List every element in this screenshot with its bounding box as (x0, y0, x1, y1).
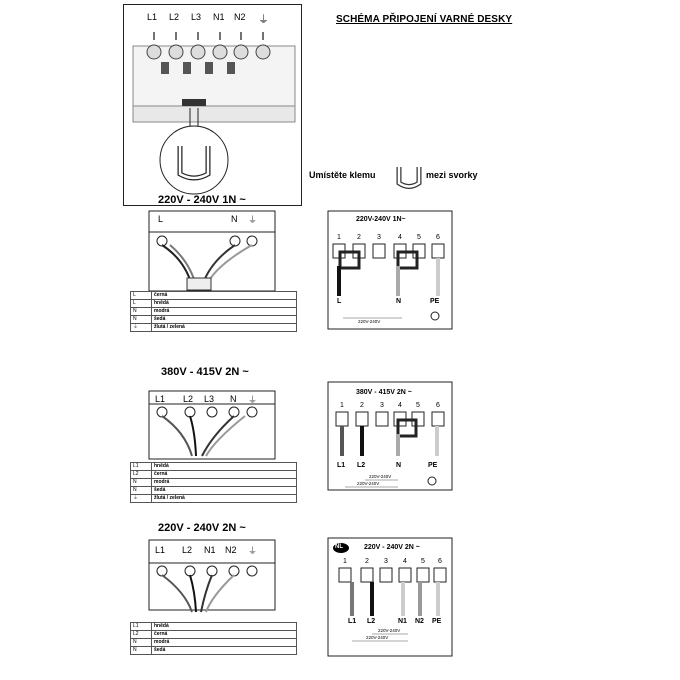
section2-label-l3: L3 (204, 394, 215, 404)
section2-voltage-2: 220V-240V (357, 481, 380, 486)
section3-bottom-l1: L1 (348, 618, 357, 625)
section2-num-1: 1 (340, 402, 344, 409)
nl-badge: NL (335, 544, 343, 550)
table-row: L2 černá (131, 631, 297, 639)
table-row: L1 hnědá (131, 463, 297, 471)
section2-right-header: 380V - 415V 2N ~ (356, 389, 412, 396)
section2-label-n: N (230, 394, 237, 404)
top-label-n1: N1 (213, 12, 225, 22)
section1-num-1: 1 (337, 234, 341, 241)
section1-header: 220V - 240V 1N ~ (158, 194, 246, 206)
section1-bottom-pe: PE (430, 298, 440, 305)
section1-num-3: 3 (377, 234, 381, 241)
section1-label-n: N (231, 214, 238, 224)
section2-num-2: 2 (360, 402, 364, 409)
section3-label-l2: L2 (182, 545, 193, 555)
section1-voltage: 220V-240V (358, 319, 381, 324)
section3-num-3: 3 (384, 558, 388, 565)
table-row: N šedá (131, 647, 297, 655)
section3-voltage-1: 220V-240V (378, 628, 401, 633)
section3-label-l1: L1 (155, 545, 166, 555)
section2-bottom-pe: PE (428, 462, 438, 469)
section3-label-n2: N2 (225, 545, 237, 555)
section2-bottom-l2: L2 (357, 462, 366, 469)
section3-bottom-l2: L2 (367, 618, 376, 625)
section2-num-6: 6 (436, 402, 440, 409)
section2-num-5: 5 (416, 402, 420, 409)
top-label-l1: L1 (147, 12, 158, 22)
top-label-l2: L2 (169, 12, 180, 22)
ground-icon: ⏚ (258, 14, 269, 26)
section3-right-header: 220V - 240V 2N ~ (364, 544, 420, 551)
section1-ground-icon: ⏚ (248, 215, 258, 225)
table-row: L hnědá (131, 300, 297, 308)
section2-num-4: 4 (398, 402, 402, 409)
table-row: N šedá (131, 487, 297, 495)
section3-voltage-2: 220V-240V (366, 635, 389, 640)
section1-num-5: 5 (417, 234, 421, 241)
section1-bottom-n: N (396, 298, 402, 305)
section2-bottom-n: N (396, 462, 402, 469)
section3-header: 220V - 240V 2N ~ (158, 522, 246, 534)
section1-num-4: 4 (398, 234, 402, 241)
section3-num-1: 1 (343, 558, 347, 565)
clamp-note-before: Umístěte klemu (309, 170, 376, 180)
section2-voltage-1: 220V-240V (369, 474, 392, 479)
section2-label-l1: L1 (155, 394, 166, 404)
section3-bottom-n2: N2 (415, 618, 424, 625)
section3-bottom-pe: PE (432, 618, 442, 625)
section2-label-l2: L2 (183, 394, 194, 404)
section1-bottom-l: L (337, 298, 342, 305)
table-row: N modrá (131, 639, 297, 647)
table-row: N šedá (131, 316, 297, 324)
section1-right-header: 220V-240V 1N~ (356, 216, 406, 223)
section3-num-6: 6 (438, 558, 442, 565)
section3-wire-table (130, 622, 297, 655)
section3-bottom-n1: N1 (398, 618, 407, 625)
section3-label-n1: N1 (204, 545, 216, 555)
page-title: SCHÉMA PŘIPOJENÍ VARNÉ DESKY (336, 14, 513, 25)
section2-header: 380V - 415V 2N ~ (161, 366, 249, 378)
table-row: N modrá (131, 308, 297, 316)
table-row: L1 hnědá (131, 623, 297, 631)
section2-num-3: 3 (380, 402, 384, 409)
clamp-note-after: mezi svorky (426, 170, 478, 180)
section2-bottom-l1: L1 (337, 462, 346, 469)
top-label-l3: L3 (191, 12, 202, 22)
section3-ground-icon: ⏚ (248, 546, 258, 556)
section3-num-4: 4 (403, 558, 407, 565)
table-row: L2 černá (131, 471, 297, 479)
top-label-n2: N2 (234, 12, 246, 22)
table-row: ⏚ žlutá / zelená (131, 495, 297, 503)
section1-num-2: 2 (357, 234, 361, 241)
section1-label-l: L (158, 214, 164, 224)
section3-num-5: 5 (421, 558, 425, 565)
table-row: L černá (131, 292, 297, 300)
section2-ground-icon: ⏚ (248, 395, 258, 405)
section2-wire-table (130, 462, 297, 503)
table-row: N modrá (131, 479, 297, 487)
section1-num-6: 6 (436, 234, 440, 241)
section1-wire-table (130, 291, 297, 332)
table-row: ⏚ žlutá / zelená (131, 324, 297, 332)
section3-num-2: 2 (365, 558, 369, 565)
